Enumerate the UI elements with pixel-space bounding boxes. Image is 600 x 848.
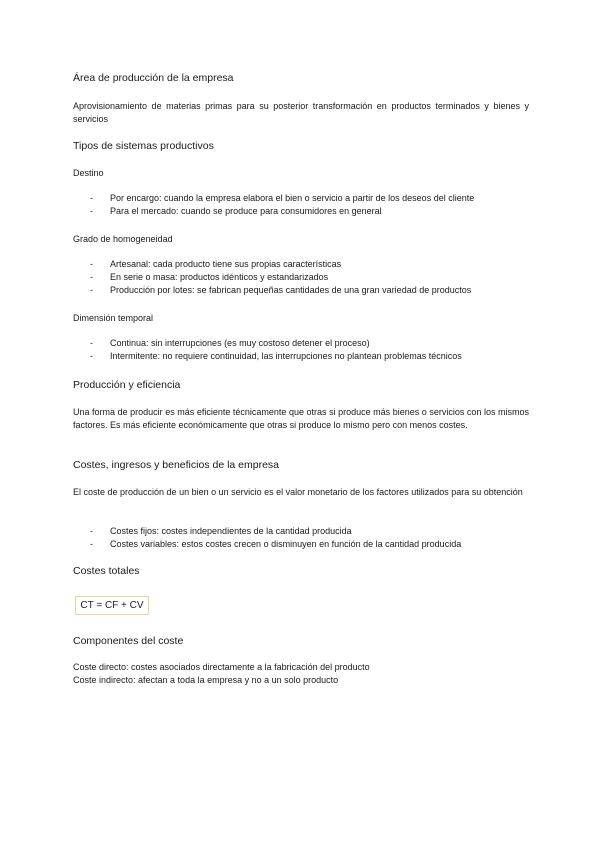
- list-item: [73, 205, 474, 218]
- section-heading-costes: Costes, ingresos y beneficios de la empresa: [73, 459, 280, 471]
- bullet-dash: -: [90, 206, 93, 216]
- list-destino: [73, 192, 474, 218]
- section-heading-componentes: Componentes del coste: [73, 635, 184, 647]
- componentes-line-indirecto: Coste indirecto: afectan a toda la empresa y no a un solo producto: [73, 675, 339, 685]
- list-item: [73, 525, 461, 538]
- bullet-dash: -: [90, 526, 93, 536]
- intro-paragraph: Aprovisionamiento de materias primas para su posterior transformación en productos terminados y bienes y servicios: [73, 101, 529, 124]
- subheading-grado: Grado de homogeneidad: [73, 234, 173, 244]
- list-item: [73, 538, 461, 551]
- list-item: [73, 284, 471, 297]
- list-item: [73, 271, 471, 284]
- formula-box: CT = CF + CV: [75, 596, 149, 615]
- list-item-text: Artesanal: cada producto tiene sus propias características: [110, 259, 342, 269]
- bullet-dash: -: [90, 259, 93, 269]
- bullet-dash: -: [90, 285, 93, 295]
- costes-paragraph: El coste de producción de un bien o un servicio es el valor monetario de los factores utilizados para su obtención: [73, 487, 523, 497]
- bullet-dash: -: [90, 351, 93, 361]
- list-item-text: Continua: sin interrupciones (es muy costoso detener el proceso): [110, 338, 370, 348]
- section-heading-totales: Costes totales: [73, 565, 140, 577]
- list-costes: [73, 525, 461, 551]
- list-item: [73, 192, 474, 205]
- list-item-text: Por encargo: cuando la empresa elabora el bien o servicio a partir de los deseos del cliente: [110, 193, 475, 203]
- list-item: [73, 350, 462, 363]
- bullet-dash: -: [90, 193, 93, 203]
- list-item-text: Producción por lotes: se fabrican pequeñas cantidades de una gran variedad de productos: [110, 285, 472, 295]
- eficiencia-paragraph: Una forma de producir es más eficiente técnicamente que otras si produce más bienes o servicios con los mismos factores. Es más eficiente económicamente que otras si produce lo mismo pero con menos costes.: [73, 407, 529, 430]
- list-item-text: Costes fijos: costes independientes de la cantidad producida: [110, 526, 352, 536]
- bullet-dash: -: [90, 272, 93, 282]
- list-item-text: Intermitente: no requiere continuidad, las interrupciones no plantean problemas técnicos: [110, 351, 462, 361]
- bullet-dash: -: [90, 338, 93, 348]
- section-heading-tipos: Tipos de sistemas productivos: [73, 140, 214, 152]
- list-item-text: Costes variables: estos costes crecen o disminuyen en función de la cantidad producida: [110, 539, 462, 549]
- list-item-text: En serie o masa: productos idénticos y estandarizados: [110, 272, 329, 282]
- list-item: [73, 258, 471, 271]
- subheading-destino: Destino: [73, 168, 104, 178]
- list-dimension: [73, 337, 462, 363]
- section-heading-eficiencia: Producción y eficiencia: [73, 379, 181, 391]
- componentes-line-directo: Coste directo: costes asociados directamente a la fabricación del producto: [73, 662, 370, 672]
- page-title: Área de producción de la empresa: [73, 72, 234, 84]
- bullet-dash: -: [90, 539, 93, 549]
- list-item-text: Para el mercado: cuando se produce para consumidores en general: [110, 206, 382, 216]
- list-item: [73, 337, 462, 350]
- list-grado: [73, 258, 471, 297]
- subheading-dimension: Dimensión temporal: [73, 313, 154, 323]
